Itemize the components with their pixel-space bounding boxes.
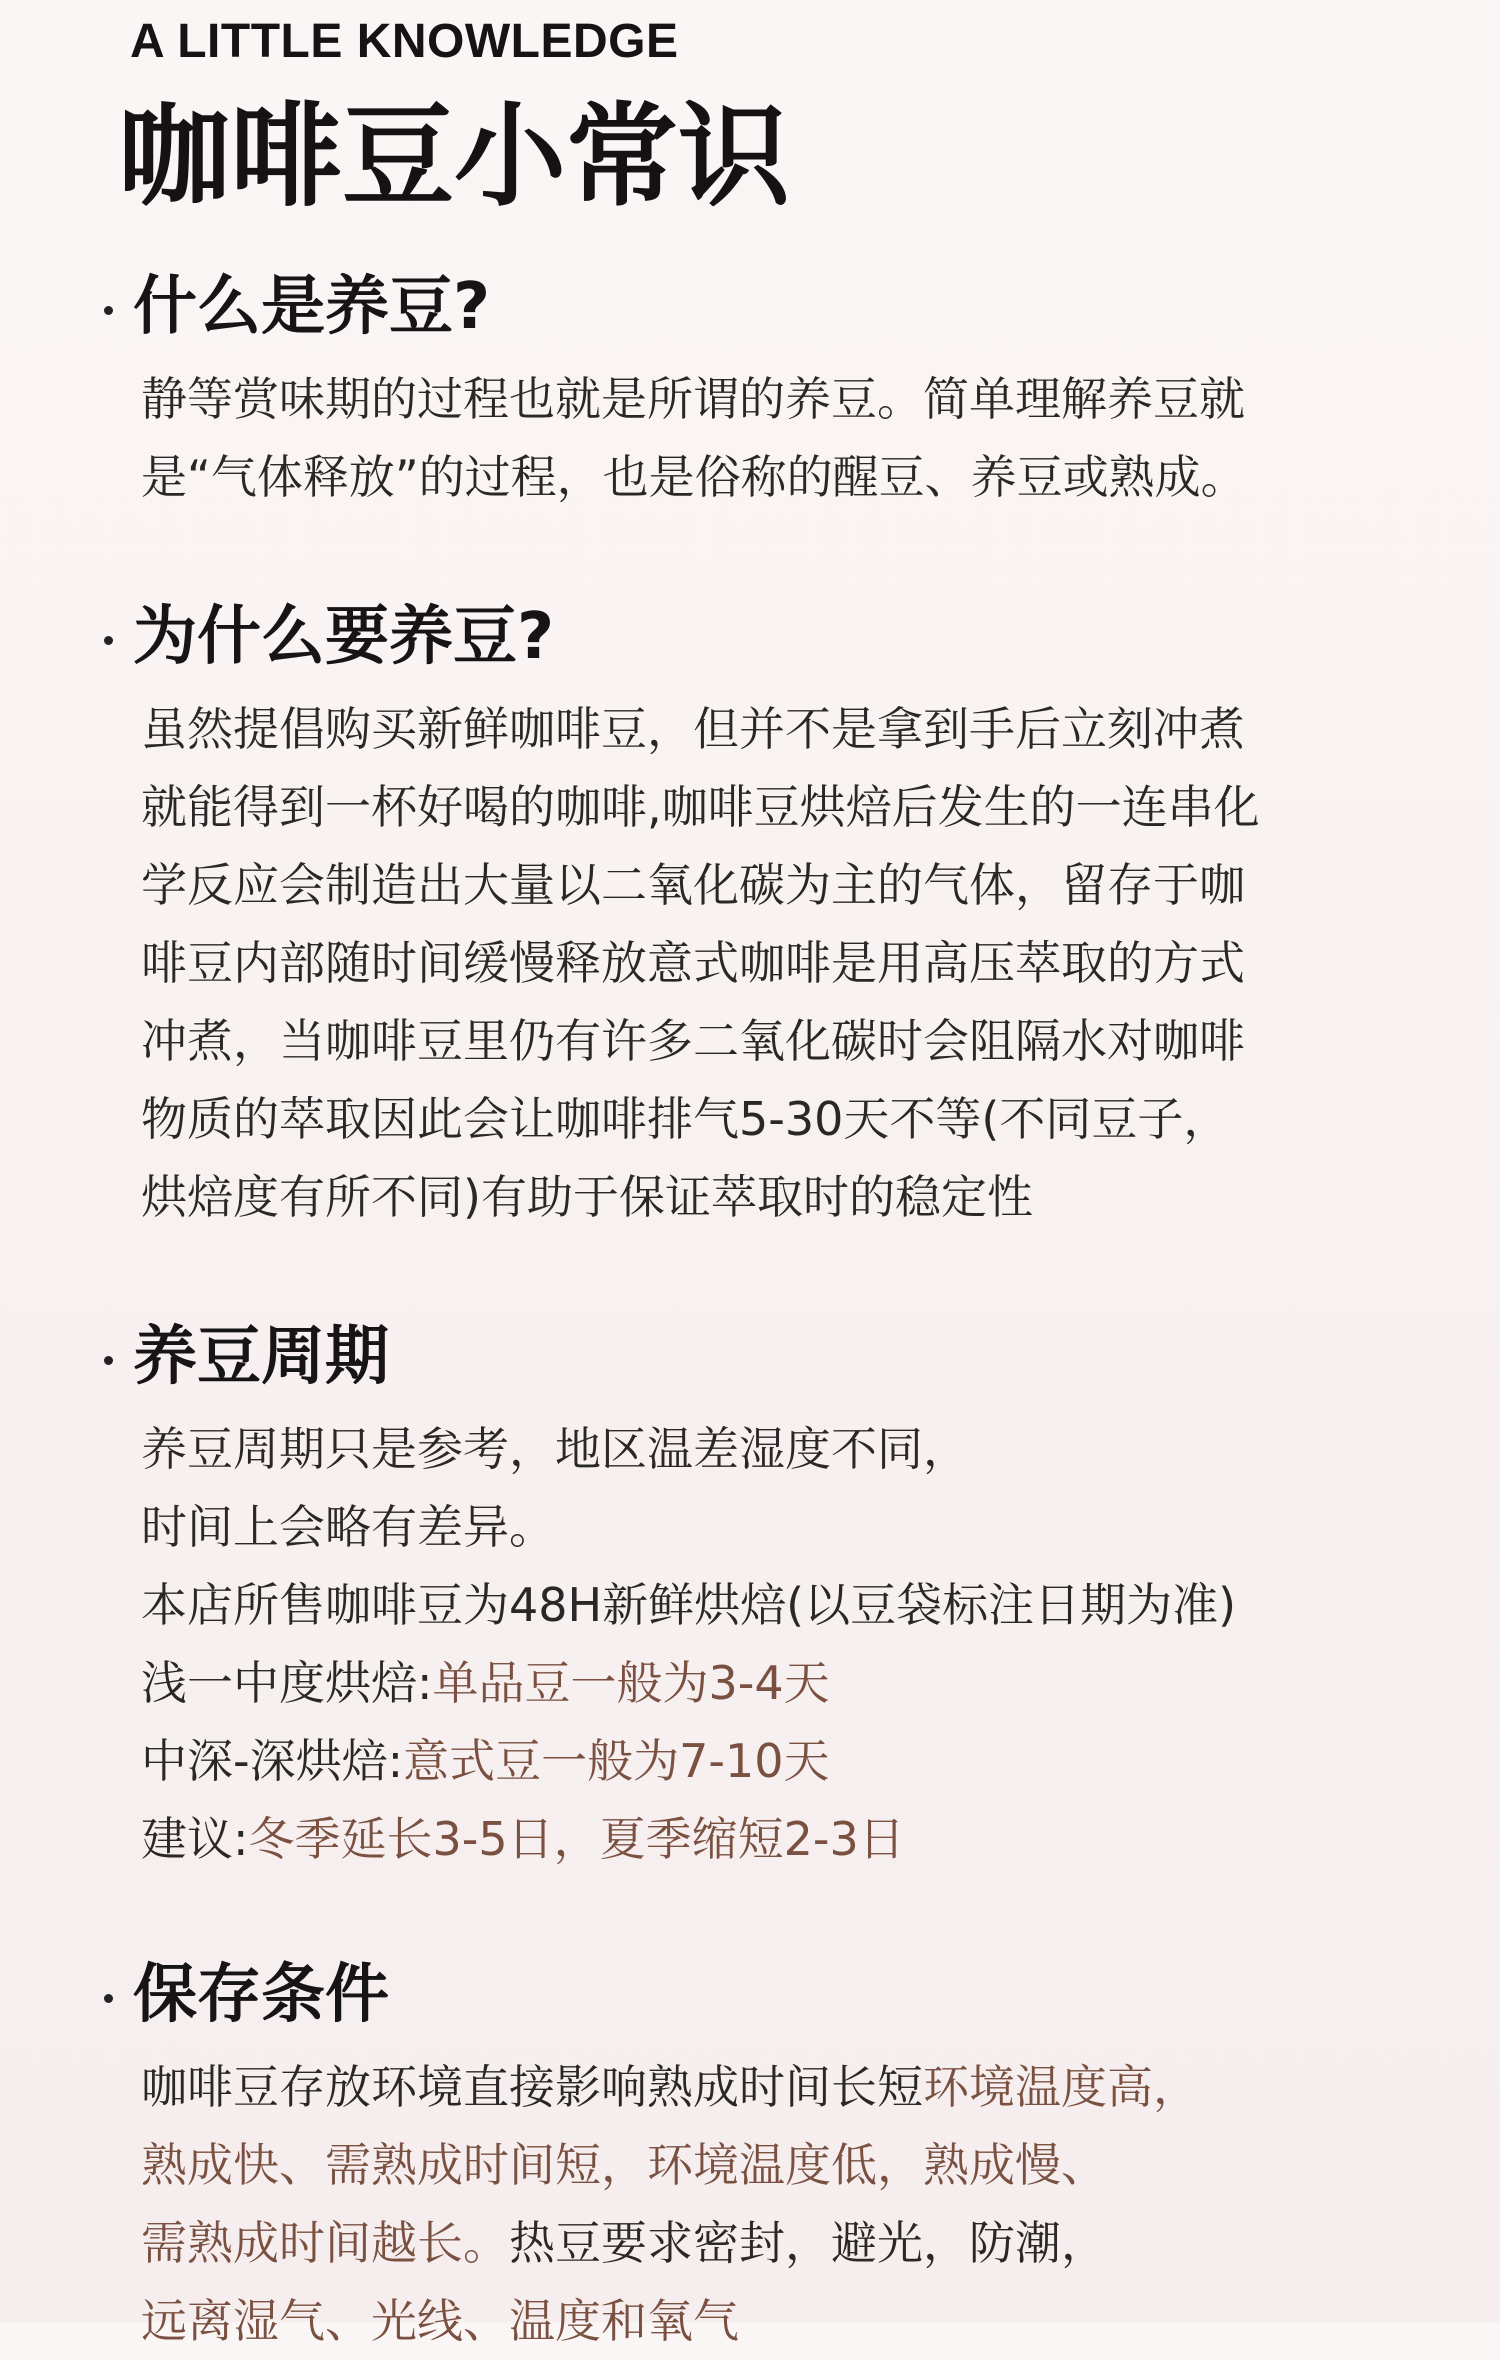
section-body — [141, 690, 1404, 1236]
cycle-item-value: 冬季延长3-5日，夏季缩短2-3日 — [248, 1812, 905, 1866]
cycle-item-dark-roast — [141, 1722, 1404, 1800]
section-what-is-resting — [104, 262, 1404, 516]
body-line: 静等赏味期的过程也就是所谓的养豆。简单理解养豆就 — [141, 372, 1245, 426]
body-line: 时间上会略有差异。 — [141, 1500, 555, 1554]
cycle-item-label: 浅一中度烘焙: — [141, 1656, 433, 1710]
bullet-dot-icon — [104, 636, 113, 645]
cycle-item-label: 建议: — [141, 1812, 249, 1866]
cycle-item-suggestion — [141, 1800, 1404, 1878]
body-line: 虽然提倡购买新鲜咖啡豆，但并不是拿到手后立刻冲煮 — [141, 702, 1245, 756]
body-text: 咖啡豆存放环境直接影响熟成时间长短 — [141, 2060, 923, 2114]
body-text: 热豆要求密封，避光，防潮， — [509, 2216, 1107, 2270]
section-storage-conditions — [104, 1950, 1404, 2360]
body-line — [141, 2048, 1404, 2126]
body-line: 冲煮，当咖啡豆里仍有许多二氧化碳时会阻隔水对咖啡 — [141, 1014, 1245, 1068]
section-heading-row — [104, 1950, 1404, 2040]
body-line: 本店所售咖啡豆为48H新鲜烘焙(以豆袋标注日期为准) — [141, 1578, 1237, 1632]
section-heading-row — [104, 592, 1404, 682]
section-title: 保存条件 — [133, 1958, 389, 2032]
cycle-item-value: 意式豆一般为7-10天 — [403, 1734, 830, 1788]
section-title: 什么是养豆? — [133, 270, 491, 344]
section-body — [141, 1410, 1404, 1878]
section-resting-cycle — [104, 1312, 1404, 1878]
body-line: 养豆周期只是参考，地区温差湿度不同， — [141, 1422, 969, 1476]
bullet-dot-icon — [104, 1356, 113, 1365]
body-line: 是“气体释放”的过程，也是俗称的醒豆、养豆或熟成。 — [141, 450, 1247, 504]
section-title: 养豆周期 — [133, 1320, 389, 1394]
body-line: 就能得到一杯好喝的咖啡,咖啡豆烘焙后发生的一连串化 — [141, 780, 1260, 834]
section-title: 为什么要养豆? — [133, 600, 555, 674]
section-body — [141, 2048, 1404, 2360]
section-body — [141, 360, 1404, 516]
section-why-resting — [104, 592, 1404, 1236]
section-heading-row — [104, 1312, 1404, 1402]
eyebrow-label: A LITTLE KNOWLEDGE — [130, 15, 679, 68]
cycle-item-value: 单品豆一般为3-4天 — [432, 1656, 830, 1710]
body-line: 物质的萃取因此会让咖啡排气5-30天不等(不同豆子， — [141, 1092, 1230, 1146]
body-line: 学反应会制造出大量以二氧化碳为主的气体，留存于咖 — [141, 858, 1245, 912]
body-line: 烘焙度有所不同)有助于保证萃取时的稳定性 — [141, 1170, 1033, 1224]
page-title: 咖啡豆小常识 — [118, 92, 790, 222]
bullet-dot-icon — [104, 306, 113, 315]
body-highlight: 环境温度高， — [923, 2060, 1199, 2114]
body-line: 熟成快、需熟成时间短，环境温度低，熟成慢、 — [141, 2138, 1107, 2192]
cycle-item-light-roast — [141, 1644, 1404, 1722]
cycle-item-label: 中深-深烘焙: — [141, 1734, 404, 1788]
body-highlight: 需熟成时间越长。 — [141, 2216, 509, 2270]
body-line — [141, 2204, 1404, 2282]
body-line: 远离湿气、光线、温度和氧气 — [141, 2294, 739, 2348]
section-heading-row — [104, 262, 1404, 352]
bullet-dot-icon — [104, 1994, 113, 2003]
body-line: 啡豆内部随时间缓慢释放意式咖啡是用高压萃取的方式 — [141, 936, 1245, 990]
